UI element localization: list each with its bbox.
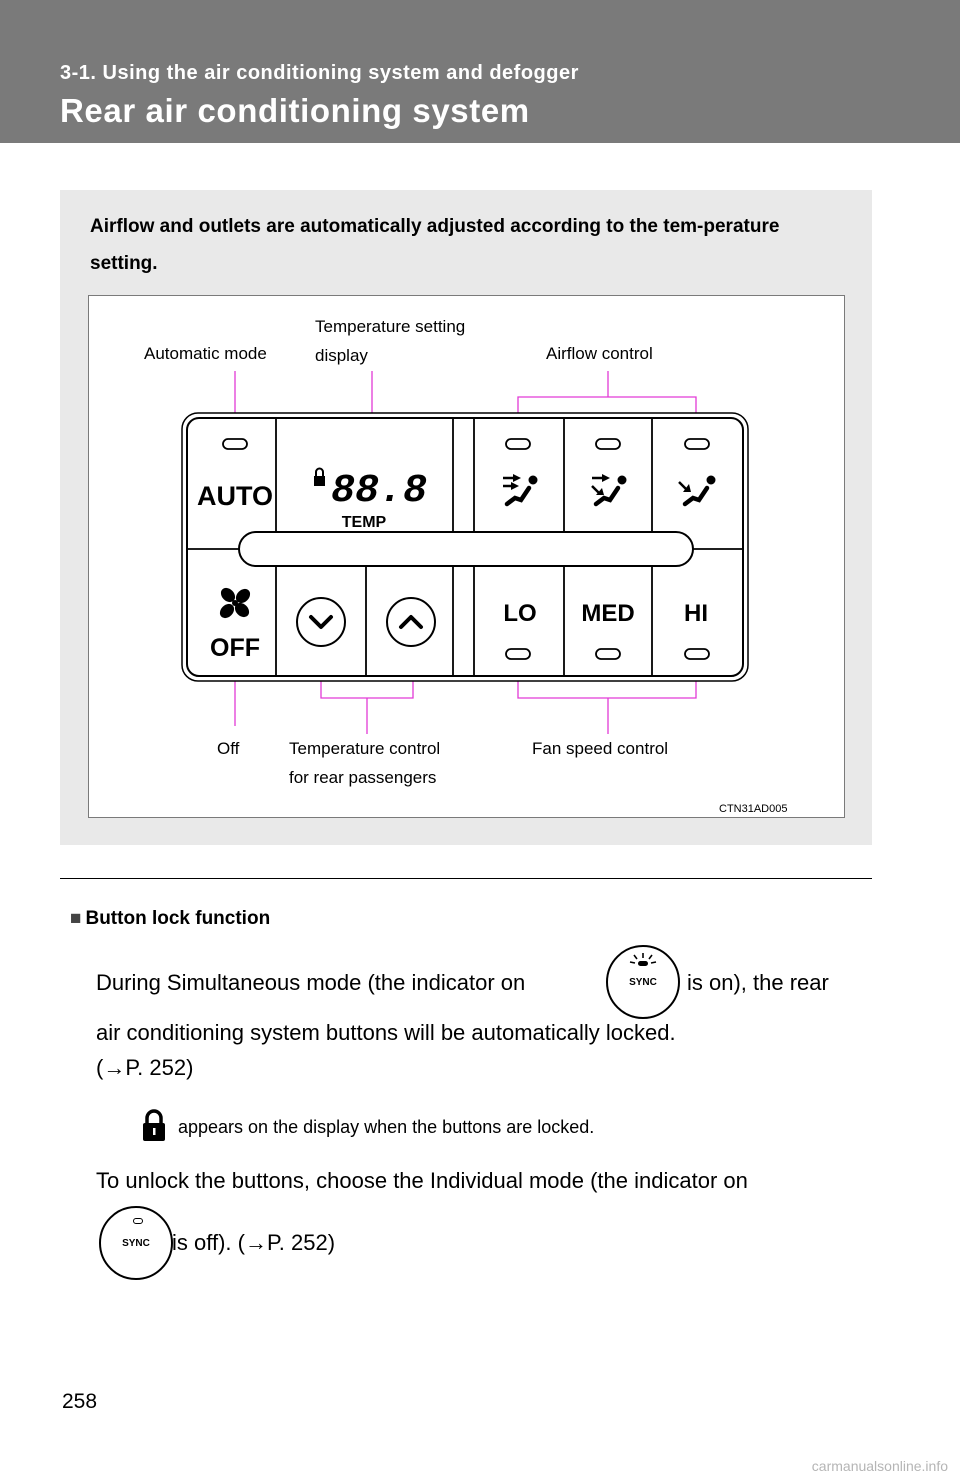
section-divider	[60, 878, 872, 879]
callout-airflow-control: Airflow control	[546, 344, 653, 363]
sync-off-icon	[99, 1206, 173, 1280]
figure-code: CTN31AD005	[719, 803, 788, 815]
sync-indicator	[133, 1218, 143, 1224]
callout-temp-control-line1: Temperature control	[289, 739, 441, 758]
lock-note: appears on the display when the buttons are locked.	[178, 1117, 595, 1137]
sync-on-icon	[606, 945, 680, 1019]
section-label: 3-1. Using the air conditioning system and defogger	[60, 62, 579, 84]
temp-down-button[interactable]	[297, 598, 345, 646]
intro-text: Airflow and outlets are automatically adjusted according to the tem-perature setting.	[90, 216, 780, 274]
lock-para2-b: is off). (→P. 252)	[172, 1230, 336, 1255]
lock-para1-ref: (→P. 252)	[96, 1055, 194, 1080]
lock-para1-line2: air conditioning system buttons will be automatically locked.	[96, 1020, 676, 1045]
auto-label: AUTO	[196, 481, 274, 511]
lock-para2: To unlock the buttons, choose the Individual mode (the indicator on	[96, 1168, 748, 1193]
heading-square-icon: ■	[70, 908, 82, 929]
button-lock-heading	[70, 908, 270, 930]
control-panel-figure	[88, 295, 845, 818]
temp-up-button[interactable]	[387, 598, 435, 646]
med-label: MED	[581, 600, 635, 627]
lock-icon	[314, 476, 325, 486]
sync-label-2: SYNC	[122, 1238, 150, 1249]
callout-off: Off	[217, 739, 240, 758]
auto-indicator	[223, 439, 247, 449]
sync-label: SYNC	[629, 977, 657, 988]
temp-digits: 88.8	[330, 469, 428, 514]
control-panel-diagram	[89, 296, 846, 819]
off-label: OFF	[210, 634, 260, 662]
page-title: Rear air conditioning system	[60, 92, 530, 129]
callout-fan-speed: Fan speed control	[532, 739, 669, 758]
callout-automatic-mode: Automatic mode	[144, 344, 267, 363]
lock-icon	[141, 1108, 167, 1142]
callout-temp-display-line1: Temperature setting	[315, 317, 466, 336]
temp-label: TEMP	[341, 514, 387, 531]
lock-para1-a: During Simultaneous mode (the indicator on	[96, 970, 526, 995]
page-number: 258	[62, 1390, 98, 1413]
callout-temp-control-line2: for rear passengers	[289, 768, 437, 787]
page-header	[0, 0, 960, 143]
callout-temp-display-line2: display	[315, 346, 368, 365]
button-lock-heading-text: Button lock function	[85, 908, 271, 929]
lo-label: LO	[503, 600, 537, 627]
panel-center-bar	[239, 532, 693, 566]
hi-label: HI	[684, 600, 708, 627]
lock-para1-b: is on), the rear	[687, 970, 829, 995]
watermark: carmanualsonline.info	[811, 1458, 948, 1474]
